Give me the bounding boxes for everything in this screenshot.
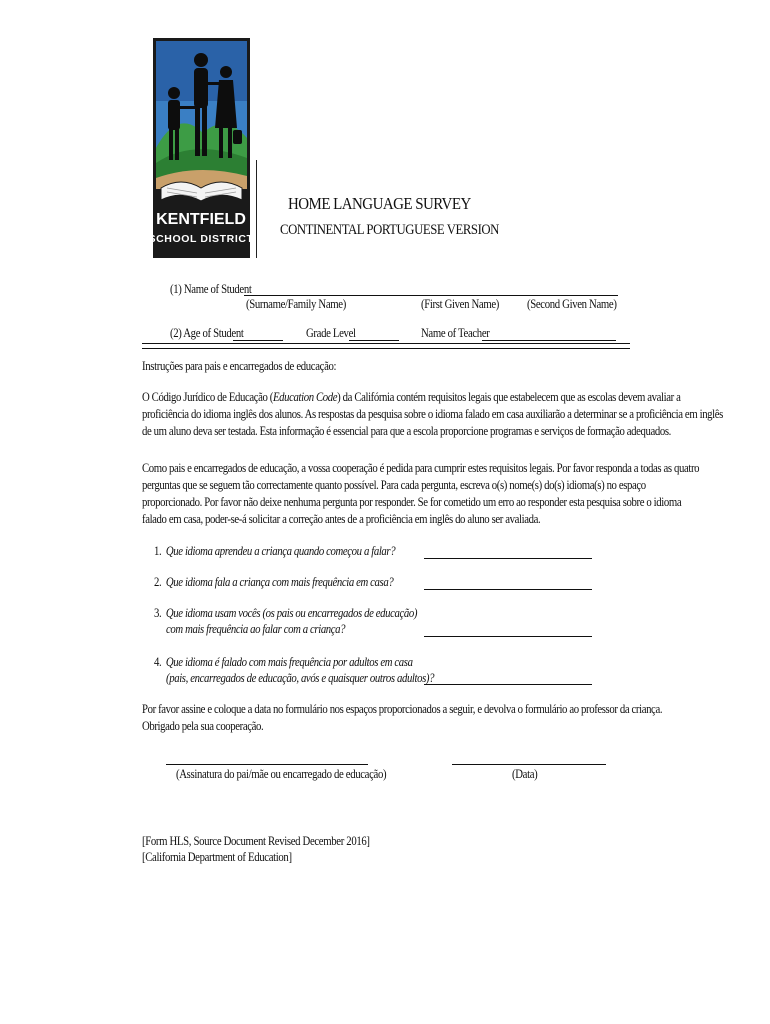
grade-label: Grade Level [306, 326, 356, 340]
district-logo [153, 38, 250, 258]
page-subtitle: CONTINENTAL PORTUGUESE VERSION [280, 222, 499, 238]
question-1 [154, 543, 434, 559]
question-text: (pais, encarregados de educação, avós e quaisquer outros adultos)? [166, 671, 435, 685]
paragraph-1-line: O Código Jurídico de Educação (Education Code) da Califórnia contém requisitos legais que estabelecem que as escolas devem avaliar a [142, 390, 681, 404]
student-name-field[interactable] [244, 295, 618, 296]
instructions-paragraph-1 [142, 389, 770, 440]
closing-paragraph [142, 701, 747, 735]
question-text: Que idioma fala a criança com mais frequência em casa? [165, 575, 394, 589]
closing-line: Obrigado pela sua cooperação. [142, 719, 264, 733]
question-text: Que idioma é falado com mais frequência por adultos em casa [165, 655, 413, 669]
surname-caption: (Surname/Family Name) [246, 297, 346, 311]
student-name-label: (1) Name of Student [170, 282, 252, 296]
date-field[interactable] [452, 764, 606, 765]
question-text: Que idioma aprendeu a criança quando começou a falar? [165, 544, 396, 558]
question-text: com mais frequência ao falar com a criança? [166, 622, 346, 636]
question-number: 4. [154, 655, 162, 669]
page-title: HOME LANGUAGE SURVEY [288, 194, 471, 213]
paragraph-2-line: falado em casa, poder-se-á solicitar a correção antes de a proficiência em inglês do aluno ser avaliada. [142, 512, 541, 526]
signature-field[interactable] [166, 764, 368, 765]
grade-field[interactable] [349, 340, 399, 341]
date-caption: (Data) [512, 767, 538, 781]
question-4 [154, 654, 480, 686]
answer-3-field[interactable] [424, 636, 592, 637]
question-text: Que idioma usam vocês (os pais ou encarregados de educação) [165, 606, 418, 620]
first-name-caption: (First Given Name) [421, 297, 500, 311]
teacher-label: Name of Teacher [421, 326, 490, 340]
section-divider [142, 343, 630, 349]
paragraph-2-line: perguntas que se seguem tão correctamente quanto possível. Para cada pergunta, escreva o(s) nome(s) do(s) idioma(s) no espaço [142, 478, 646, 492]
svg-text:KENTFIELD: KENTFIELD [156, 211, 246, 228]
closing-line: Por favor assine e coloque a data no formulário nos espaços proporcionados a seguir, e devolva o formulário ao professor da criança. [142, 702, 663, 716]
question-number: 2. [154, 575, 162, 589]
answer-4-field[interactable] [424, 684, 592, 685]
second-name-caption: (Second Given Name) [527, 297, 617, 311]
question-3 [154, 605, 460, 637]
department-note: [California Department of Education] [142, 850, 292, 864]
question-number: 3. [154, 606, 162, 620]
question-number: 1. [154, 544, 162, 558]
paragraph-2-line: proporcionado. Por favor não deixe nenhuma pergunta por responder. Se for cometido um erro ao responder esta pesquisa sobre o idioma [142, 495, 682, 509]
signature-caption: (Assinatura do pai/mãe ou encarregado de educação) [176, 767, 387, 781]
paragraph-1-line: de um aluno deva ser testada. Esta informação é essencial para que a escola proporcione programas e serviços de formação adequados. [142, 424, 671, 438]
question-2 [154, 574, 432, 590]
age-label: (2) Age of Student [170, 326, 244, 340]
age-field[interactable] [233, 340, 283, 341]
answer-1-field[interactable] [424, 558, 592, 559]
paragraph-1-line: proficiência do idioma inglês dos alunos. As respostas da pesquisa sobre o idioma falado em casa auxiliarão a determinar se a proficiência em inglês [142, 407, 723, 421]
family-book-logo-icon [153, 38, 250, 258]
header-divider [256, 160, 257, 258]
svg-text:SCHOOL DISTRICT: SCHOOL DISTRICT [153, 233, 250, 245]
teacher-field[interactable] [482, 340, 616, 341]
instructions-heading: Instruções para pais e encarregados de educação: [142, 359, 337, 373]
answer-2-field[interactable] [424, 589, 592, 590]
form-source-note: [Form HLS, Source Document Revised December 2016] [142, 834, 370, 848]
instructions-paragraph-2 [142, 460, 770, 528]
paragraph-2-line: Como pais e encarregados de educação, a vossa cooperação é pedida para cumprir estes requisitos legais. Por favor responda a todas as quatro [142, 461, 700, 475]
